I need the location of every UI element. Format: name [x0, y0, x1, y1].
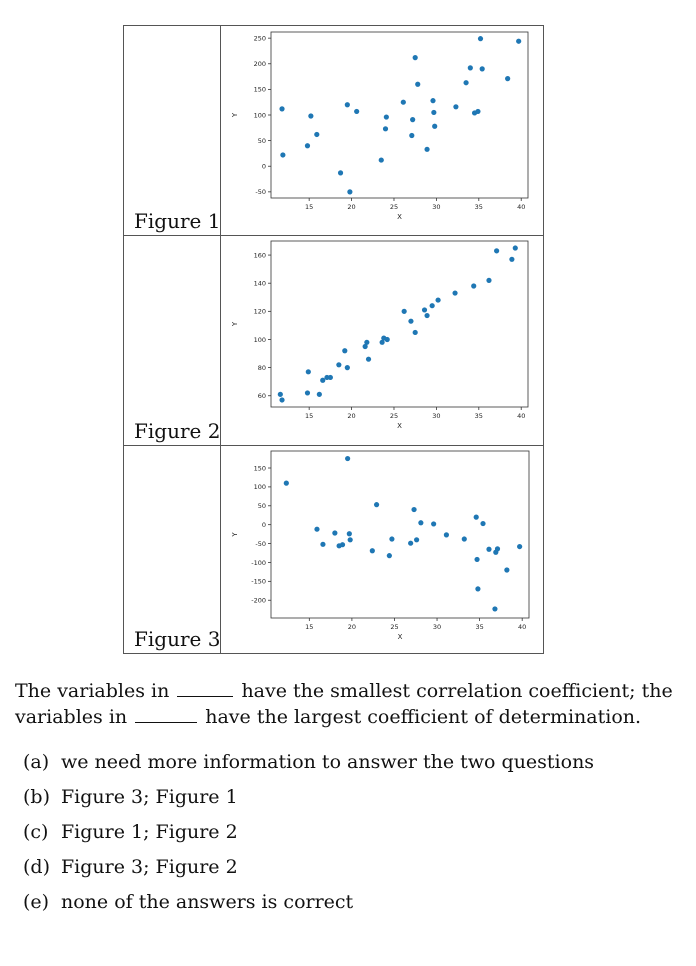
x-axis-label: X: [397, 422, 402, 430]
scatter-point: [314, 527, 319, 532]
scatter-plot-svg: [222, 446, 543, 653]
scatter-point: [411, 507, 416, 512]
y-tick-label: 120: [253, 307, 266, 316]
y-axis-label: Y: [231, 321, 239, 327]
scatter-point: [494, 248, 499, 253]
scatter-point: [444, 532, 449, 537]
option-letter: (d): [23, 856, 50, 878]
x-tick-label: 40: [518, 623, 527, 631]
scatter-point: [478, 36, 483, 41]
y-tick-label: 150: [253, 85, 266, 94]
x-axis-label: X: [397, 633, 403, 641]
figure-label: Figure 2: [134, 419, 221, 443]
scatter-point: [418, 520, 423, 525]
answer-option[interactable]: [23, 888, 594, 923]
scatter-point: [279, 397, 284, 402]
y-tick-label: 100: [253, 111, 266, 120]
scatter-point: [364, 340, 369, 345]
scatter-point: [410, 117, 415, 122]
option-text: Figure 3; Figure 1: [61, 786, 238, 808]
scatter-point: [305, 143, 310, 148]
x-axis-label: X: [397, 213, 402, 221]
y-tick-label: -50: [255, 539, 266, 548]
scatter-point: [452, 290, 457, 295]
scatter-point: [401, 100, 406, 105]
scatter-point: [462, 536, 467, 541]
scatter-point: [480, 521, 485, 526]
scatter-point: [345, 456, 350, 461]
y-tick-label: 250: [253, 34, 266, 43]
option-text: Figure 3; Figure 2: [61, 856, 238, 878]
answer-option[interactable]: [23, 783, 594, 818]
scatter-point: [414, 537, 419, 542]
scatter-point: [340, 542, 345, 547]
scatter-point: [409, 133, 414, 138]
figure-label: Figure 3: [134, 627, 221, 651]
figure-label: Figure 1: [134, 209, 221, 233]
scatter-point: [495, 546, 500, 551]
question-text-part: The variables in: [15, 680, 170, 702]
scatter-point: [389, 536, 394, 541]
scatter-point: [342, 348, 347, 353]
scatter-point: [280, 152, 285, 157]
x-tick-label: 40: [517, 203, 526, 211]
option-letter: (a): [23, 751, 50, 773]
scatter-point: [387, 553, 392, 558]
y-tick-label: 0: [261, 520, 266, 529]
scatter-point: [305, 390, 310, 395]
scatter-point: [517, 544, 522, 549]
scatter-point: [317, 392, 322, 397]
scatter-point: [435, 297, 440, 302]
scatter-point: [408, 541, 413, 546]
figure-row-3: [124, 446, 543, 653]
scatter-point: [385, 337, 390, 342]
x-tick-label: 20: [347, 623, 357, 631]
y-tick-label: -150: [251, 577, 266, 586]
y-tick-label: -100: [251, 558, 266, 567]
question-stem: [15, 678, 675, 730]
x-tick-label: 15: [305, 203, 314, 211]
figure-label-cell: [124, 26, 221, 235]
option-letter: (e): [23, 891, 50, 913]
figure-row-1: [124, 26, 543, 236]
scatter-point: [279, 106, 284, 111]
answer-option[interactable]: [23, 853, 594, 888]
y-tick-label: 160: [253, 251, 266, 260]
scatter-point: [475, 109, 480, 114]
y-tick-label: 100: [253, 483, 266, 492]
scatter-point: [413, 330, 418, 335]
x-tick-label: 25: [389, 412, 399, 420]
scatter-point: [480, 66, 485, 71]
y-tick-label: 150: [253, 464, 266, 473]
scatter-point: [314, 132, 319, 137]
x-tick-label: 15: [305, 623, 314, 631]
scatter-point: [379, 157, 384, 162]
y-tick-label: 0: [261, 162, 266, 171]
scatter-point: [320, 542, 325, 547]
option-letter: (b): [23, 786, 50, 808]
scatter-point: [320, 378, 325, 383]
scatter-point: [424, 147, 429, 152]
x-tick-label: 35: [474, 412, 483, 420]
scatter-point: [370, 548, 375, 553]
scatter-point: [408, 319, 413, 324]
scatter-point: [474, 557, 479, 562]
y-tick-label: 50: [257, 502, 266, 511]
scatter-plot-figure-3: [222, 446, 543, 653]
scatter-point: [336, 362, 341, 367]
answer-option[interactable]: [23, 818, 594, 853]
scatter-point: [516, 39, 521, 44]
figure-label-cell: [124, 446, 221, 653]
scatter-point: [492, 606, 497, 611]
scatter-point: [432, 124, 437, 129]
y-tick-label: 200: [253, 60, 266, 69]
scatter-point: [509, 257, 514, 262]
x-tick-label: 25: [390, 623, 399, 631]
scatter-point: [332, 530, 337, 535]
y-tick-label: 140: [253, 279, 266, 288]
scatter-point: [453, 104, 458, 109]
figure-table: [123, 25, 544, 654]
option-text: none of the answers is correct: [61, 891, 354, 913]
x-tick-label: 20: [347, 203, 356, 211]
y-tick-label: 60: [257, 392, 266, 401]
scatter-point: [347, 531, 352, 536]
figure-label-cell: [124, 236, 221, 445]
y-tick-label: 50: [257, 136, 266, 145]
answer-options: [23, 748, 594, 923]
scatter-point: [431, 110, 436, 115]
scatter-point: [374, 502, 379, 507]
scatter-point: [348, 537, 353, 542]
scatter-point: [328, 375, 333, 380]
question-text-part: have the smallest correlation coefficient; the variables in: [15, 680, 673, 728]
y-tick-label: 80: [257, 363, 266, 372]
y-tick-label: -50: [255, 188, 266, 197]
option-text: we need more information to answer the two questions: [61, 751, 595, 773]
answer-blank: [135, 706, 197, 723]
x-tick-label: 15: [305, 412, 314, 420]
scatter-point: [504, 567, 509, 572]
scatter-point: [468, 65, 473, 70]
x-tick-label: 35: [475, 623, 484, 631]
scatter-point: [474, 515, 479, 520]
plot-frame: [271, 241, 528, 407]
scatter-point: [415, 82, 420, 87]
scatter-point: [278, 392, 283, 397]
y-axis-label: Y: [231, 532, 239, 537]
scatter-point: [366, 357, 371, 362]
answer-blank: [177, 680, 233, 697]
scatter-point: [347, 189, 352, 194]
scatter-plot-figure-2: [222, 236, 543, 444]
x-tick-label: 30: [432, 203, 441, 211]
scatter-point: [338, 170, 343, 175]
scatter-plot-svg: [222, 26, 543, 234]
question-text-part: have the largest coefficient of determination.: [205, 706, 642, 728]
scatter-plot-figure-1: [222, 26, 543, 234]
scatter-point: [513, 245, 518, 250]
scatter-point: [471, 283, 476, 288]
scatter-point: [384, 114, 389, 119]
y-axis-label: Y: [231, 112, 239, 118]
x-tick-label: 20: [347, 412, 356, 420]
y-tick-label: 100: [253, 335, 266, 344]
scatter-point: [486, 547, 491, 552]
scatter-point: [422, 307, 427, 312]
scatter-point: [284, 481, 289, 486]
plot-frame: [271, 451, 529, 618]
scatter-point: [430, 303, 435, 308]
x-tick-label: 40: [517, 412, 526, 420]
answer-option[interactable]: [23, 748, 594, 783]
scatter-point: [431, 521, 436, 526]
x-tick-label: 30: [432, 412, 441, 420]
scatter-point: [424, 313, 429, 318]
scatter-point: [430, 98, 435, 103]
scatter-point: [402, 309, 407, 314]
scatter-point: [475, 586, 480, 591]
scatter-point: [413, 55, 418, 60]
option-text: Figure 1; Figure 2: [61, 821, 238, 843]
scatter-point: [486, 278, 491, 283]
option-letter: (c): [23, 821, 49, 843]
scatter-point: [345, 102, 350, 107]
scatter-point: [345, 365, 350, 370]
x-tick-label: 35: [474, 203, 483, 211]
scatter-point: [505, 76, 510, 81]
scatter-point: [354, 109, 359, 114]
figure-row-2: [124, 236, 543, 446]
x-tick-label: 25: [389, 203, 399, 211]
scatter-point: [306, 369, 311, 374]
x-tick-label: 30: [432, 623, 442, 631]
scatter-plot-svg: [222, 236, 543, 444]
y-tick-label: -200: [251, 596, 266, 605]
scatter-point: [308, 113, 313, 118]
scatter-point: [383, 126, 388, 131]
scatter-point: [463, 80, 468, 85]
